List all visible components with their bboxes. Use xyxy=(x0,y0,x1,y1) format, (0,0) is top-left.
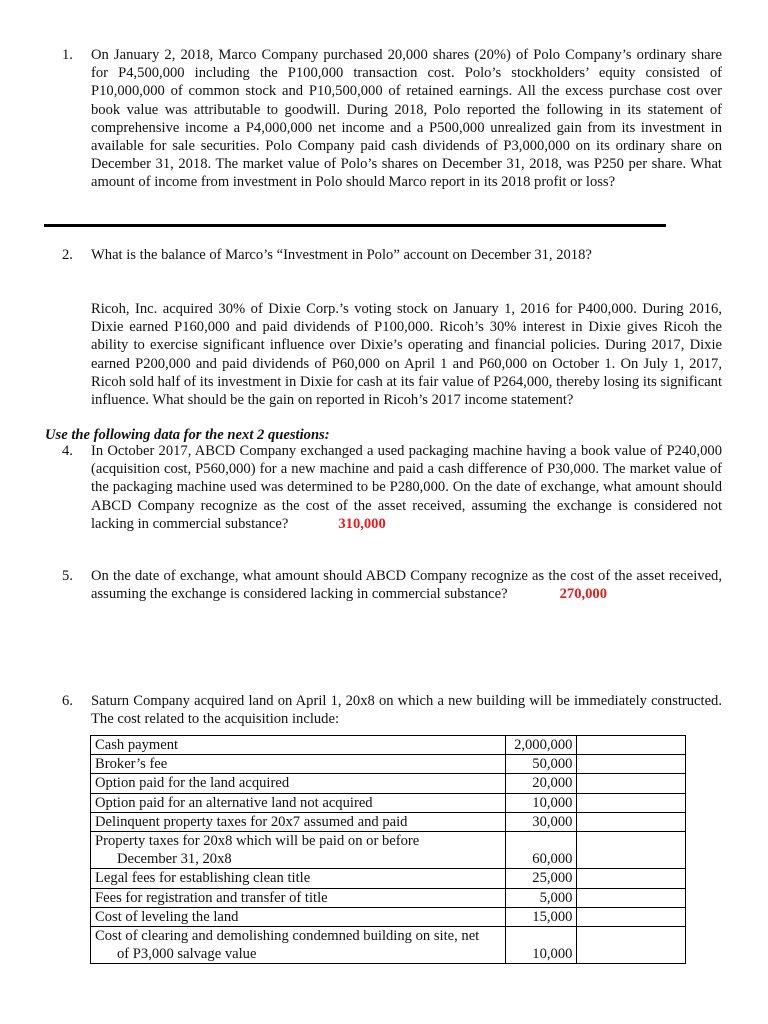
question-5 xyxy=(62,567,722,603)
cost-item-description xyxy=(91,888,506,907)
cost-item-line: Cash payment xyxy=(95,737,179,753)
cost-item-line: Legal fees for establishing clean title xyxy=(95,870,311,887)
question-text-content: On the date of exchange, what amount should ABCD Company recognize as the cost of the asset received, assuming the exchange is considered lacking in commercial substance? xyxy=(91,568,722,603)
cost-item-description xyxy=(91,755,506,774)
cost-item-amount: 5,000 xyxy=(506,888,577,907)
question-number: 4. xyxy=(62,443,73,459)
cost-item-line: Delinquent property taxes for 20x7 assumed and paid xyxy=(95,813,408,830)
table-row xyxy=(91,793,686,812)
blank-cell xyxy=(577,927,686,964)
table-row xyxy=(91,755,686,774)
question-number: 1. xyxy=(62,47,73,63)
cost-item-line: December 31, 20x8 xyxy=(117,851,232,868)
cost-item-amount: 10,000 xyxy=(506,927,577,964)
cost-item-line: Option paid for the land acquired xyxy=(95,775,290,792)
question-text xyxy=(91,442,722,533)
cost-item-amount: 2,000,000 xyxy=(506,736,577,755)
cost-item-description xyxy=(91,793,506,812)
cost-item-description xyxy=(91,869,506,888)
cost-item-amount: 60,000 xyxy=(506,832,577,869)
cost-item-line: Fees for registration and transfer of title xyxy=(95,889,328,906)
question-text: Saturn Company acquired land on April 1, 20x8 on which a new building will be immediately constructed. The cost related to the acquisition include: xyxy=(91,693,722,728)
blank-cell xyxy=(577,755,686,774)
table-row xyxy=(91,907,686,926)
answer: 310,000 xyxy=(338,515,386,532)
question-6 xyxy=(62,692,722,728)
cost-item-description xyxy=(91,927,506,964)
blank-cell xyxy=(577,907,686,926)
question-number: 2. xyxy=(62,247,73,263)
cost-item-line: Broker’s fee xyxy=(95,756,168,773)
ricoh-question-text: Ricoh, Inc. acquired 30% of Dixie Corp.’s voting stock on January 1, 2016 for P400,000. During 2016, Dixie earned P160,000 and paid dividends of P100,000. Ricoh’s 30% interest in Dixie gives Ricoh the ability to exercise significant influence over Dixie’s operating and financial policies. During 2017, Dixie earned P200,000 and paid dividends of P60,000 on April 1 and P60,000 on October 1. On July 1, 2017, Ricoh sold half of its investment in Dixie for cash at its fair value of P264,000, thereby losing its significant influence. What should be the gain on reported in Ricoh’s 2017 income statement? xyxy=(91,301,722,409)
blank-cell xyxy=(577,888,686,907)
horizontal-rule xyxy=(44,224,666,227)
question-number: 5. xyxy=(62,568,73,584)
cost-item-line: Option paid for an alternative land not acquired xyxy=(95,794,373,811)
cost-item-amount: 20,000 xyxy=(506,774,577,793)
blank-cell xyxy=(577,793,686,812)
cost-item-description xyxy=(91,736,506,755)
answer: 270,000 xyxy=(559,586,608,603)
question-1 xyxy=(62,46,722,192)
blank-cell xyxy=(577,774,686,793)
blank-cell xyxy=(577,812,686,831)
table-row xyxy=(91,927,686,964)
table-row xyxy=(91,736,686,755)
cost-item-line: Property taxes for 20x8 which will be paid on or before xyxy=(95,833,420,850)
question-text: On January 2, 2018, Marco Company purchased 20,000 shares (20%) of Polo Company’s ordinary share for P4,500,000 including the P100,000 transaction cost. Polo’s stockholders’ equity consisted of P10,000,000 of common stock and P10,500,000 of retained earnings. All the excess purchase cost over book value was attributable to goodwill. During 2018, Polo reported the following in its statement of comprehensive income a P4,000,000 net income and a P500,000 unrealized gain from its investment in available for sale securities. Polo Company paid cash dividends of P3,000,000 on its ordinary share on December 31, 2018. The market value of Polo’s shares on December 31, 2018, was P250 per share. What amount of income from investment in Polo should Marco report in its 2018 profit or loss? xyxy=(91,47,722,191)
cost-item-line: of P3,000 salvage value xyxy=(117,946,257,963)
cost-item-line: Cost of clearing and demolishing condemned building on site, net xyxy=(95,928,480,945)
question-2 xyxy=(62,246,722,264)
cost-item-amount: 25,000 xyxy=(506,869,577,888)
cost-item-description xyxy=(91,774,506,793)
cost-item-line: Cost of leveling the land xyxy=(95,908,239,925)
table-row xyxy=(91,888,686,907)
cost-item-amount: 10,000 xyxy=(506,793,577,812)
question-text-content: In October 2017, ABCD Company exchanged a used packaging machine having a book value of P240,000 (acquisition cost, P560,000) for a new machine and paid a cash difference of P30,000. The market value of the packaging machine used was determined to be P280,000. On the date of exchange, what amount should ABCD Company recognize as the cost of the asset received, assuming the exchange is considered not lacking in commercial substance? xyxy=(91,443,722,532)
blank-cell xyxy=(577,736,686,755)
table-row xyxy=(91,774,686,793)
question-text xyxy=(91,567,722,603)
cost-item-description xyxy=(91,907,506,926)
table-row xyxy=(91,832,686,869)
acquisition-cost-table xyxy=(90,735,686,964)
blank-cell xyxy=(577,869,686,888)
cost-item-amount: 30,000 xyxy=(506,812,577,831)
cost-item-description xyxy=(91,832,506,869)
question-number: 6. xyxy=(62,693,73,709)
section-heading: Use the following data for the next 2 questions: xyxy=(45,427,330,443)
cost-item-description xyxy=(91,812,506,831)
table-row xyxy=(91,812,686,831)
blank-cell xyxy=(577,832,686,869)
cost-item-amount: 15,000 xyxy=(506,907,577,926)
question-text: What is the balance of Marco’s “Investment in Polo” account on December 31, 2018? xyxy=(91,247,592,263)
cost-item-amount: 50,000 xyxy=(506,755,577,774)
table-row xyxy=(91,869,686,888)
question-4 xyxy=(62,442,722,533)
